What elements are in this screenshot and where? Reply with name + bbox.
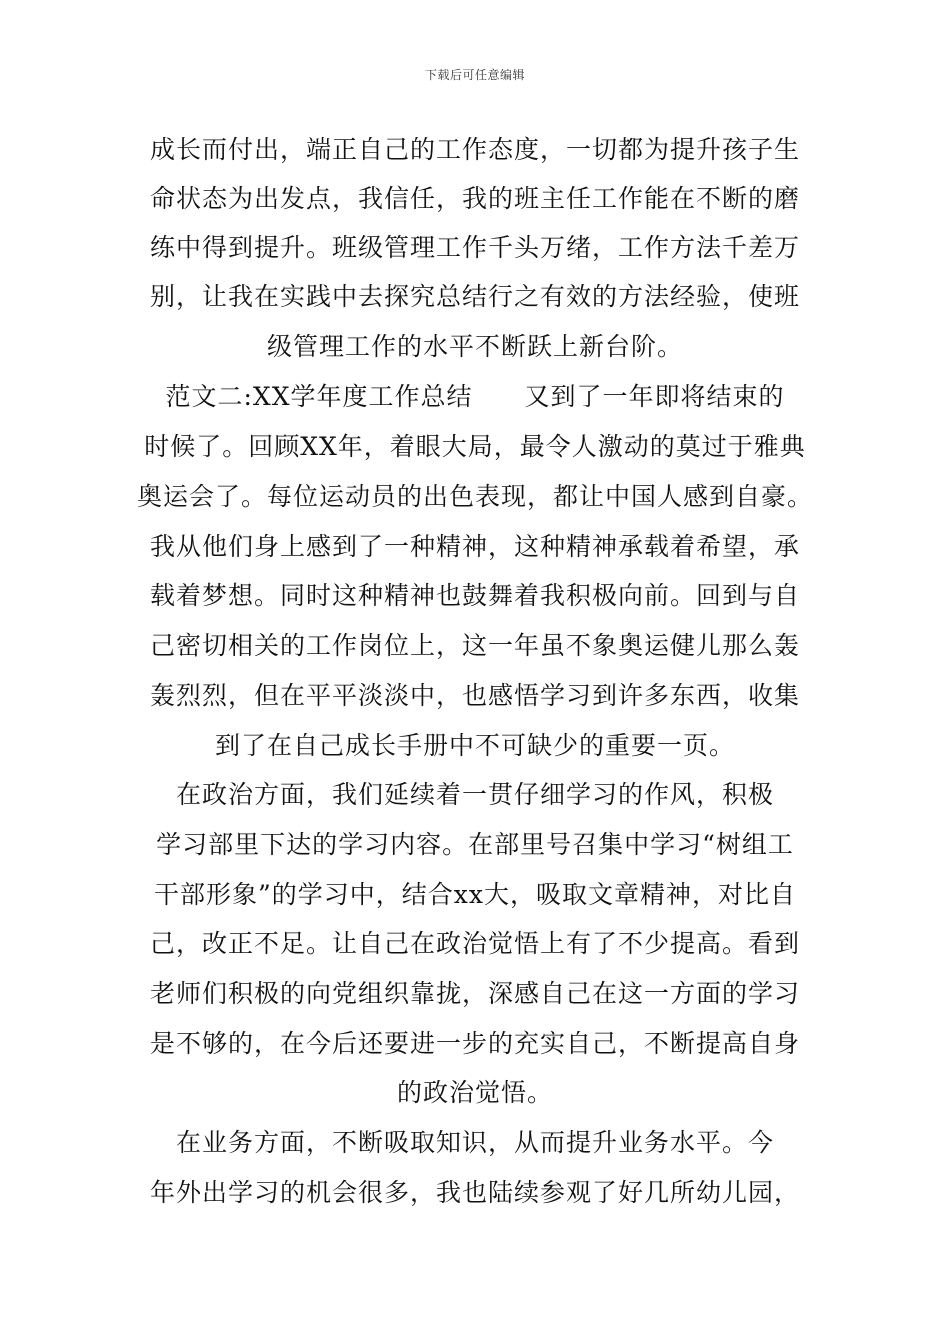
text-line: 奥运会了。每位运动员的出色表现，都让中国人感到自豪。 — [136, 482, 813, 511]
text-line: 干部形象”的学习中，结合xx大，吸取文章精神，对比自 — [154, 880, 796, 909]
text-line: 老师们积极的向党组织靠拢，深感自己在这一方面的学习 — [149, 979, 800, 1008]
text-line: 在业务方面，不断吸取知识，从而提升业务水平。今 — [175, 1128, 774, 1157]
text-line: 范文二:XX学年度工作总结 又到了一年即将结束的 — [165, 382, 785, 411]
text-line: 己密切相关的工作岗位上，这一年虽不象奥运健儿那么轰 — [149, 631, 800, 660]
text-line: 成长而付出，端正自己的工作态度，一切都为提升孩子生 — [149, 135, 800, 164]
text-line: 我从他们身上感到了一种精神，这种精神承载着希望，承 — [149, 532, 800, 561]
text-line: 的政治觉悟。 — [396, 1078, 553, 1107]
text-line: 命状态为出发点，我信任，我的班主任工作能在不断的磨 — [149, 184, 800, 213]
text-line: 时候了。回顾XX年，着眼大局，最令人激动的莫过于雅典 — [144, 432, 806, 461]
text-line: 级管理工作的水平不断跃上新台阶。 — [266, 332, 683, 361]
text-line: 己，改正不足。让自己在政治觉悟上有了不少提高。看到 — [149, 929, 800, 958]
text-line: 别，让我在实践中去探究总结行之有效的方法经验，使班 — [149, 282, 800, 311]
text-line: 到了在自己成长手册中不可缺少的重要一页。 — [214, 731, 735, 760]
text-line: 在政治方面，我们延续着一贯仔细学习的作风，积极 — [175, 780, 774, 809]
text-line: 是不够的，在今后还要进一步的充实自己，不断提高自身 — [149, 1029, 800, 1058]
text-line: 载着梦想。同时这种精神也鼓舞着我积极向前。回到与自 — [149, 581, 800, 610]
text-line: 学习部里下达的学习内容。在部里号召集中学习“树组工 — [156, 830, 794, 859]
text-line: 年外出学习的机会很多，我也陆续参观了好几所幼儿园， — [149, 1178, 800, 1207]
text-line: 轰烈烈，但在平平淡淡中，也感悟学习到许多东西，收集 — [149, 681, 800, 710]
page-header: 下载后可任意编辑 — [424, 68, 525, 82]
text-line: 练中得到提升。班级管理工作千头万绪，工作方法千差万 — [149, 233, 800, 262]
